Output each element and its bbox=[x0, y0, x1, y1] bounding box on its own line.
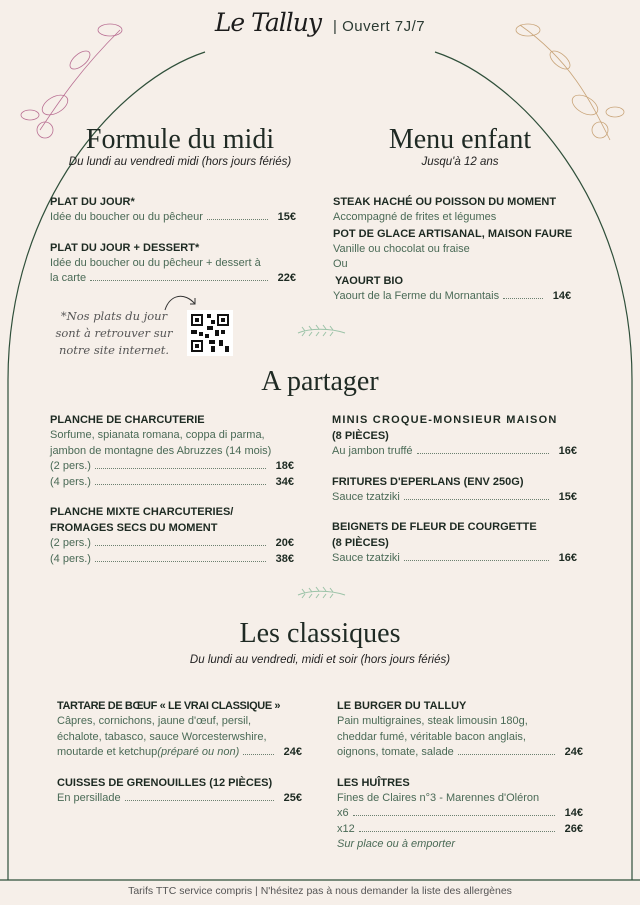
price-row: Sauce tzatziki 16€ bbox=[332, 552, 577, 564]
leaf-decoration bbox=[298, 325, 345, 336]
item-desc: Sorfume, spianata romana, coppa di parma, bbox=[50, 429, 265, 441]
item-desc: Accompagné de frites et légumes bbox=[333, 211, 497, 223]
formule-subtitle: Du lundi au vendredi midi (hors jours fériés) bbox=[68, 156, 292, 168]
item-title: BEIGNETS DE FLEUR DE COURGETTE bbox=[332, 521, 537, 533]
item-title: PLANCHE MIXTE CHARCUTERIES/ bbox=[50, 506, 234, 518]
qr-code[interactable] bbox=[187, 310, 233, 356]
price-row: (2 pers.) 20€ bbox=[50, 537, 294, 549]
restaurant-logo: Le Talluy bbox=[214, 8, 322, 37]
item-title: FRITURES D'EPERLANS (ENV 250G) bbox=[332, 475, 524, 488]
price-row: Au jambon truffé 16€ bbox=[332, 445, 577, 457]
item-title: LES HUÎTRES bbox=[337, 776, 410, 789]
item-title: TARTARE DE BŒUF « LE VRAI CLASSIQUE » bbox=[57, 700, 281, 712]
enfant-title: Menu enfant bbox=[388, 124, 532, 155]
enfant-items bbox=[333, 194, 579, 304]
price-row: (2 pers.) 18€ bbox=[50, 460, 294, 472]
item-title: YAOURT BIO bbox=[335, 274, 404, 287]
item-title: (8 PIÈCES) bbox=[332, 430, 389, 442]
flower-right-decoration bbox=[516, 24, 624, 140]
item-desc: Fines de Claires n°3 - Marennes d'Oléron bbox=[337, 791, 540, 804]
leaf-decoration bbox=[298, 587, 345, 598]
price-row: x12 26€ bbox=[337, 822, 583, 835]
price-row: Yaourt de la Ferme du Mornantais 14€ bbox=[333, 289, 572, 302]
price-row: moutarde et ketchup (préparé ou non) 24€ bbox=[57, 746, 302, 758]
item-title: PLAT DU JOUR* bbox=[50, 196, 135, 208]
classiques-title: Les classiques bbox=[239, 618, 401, 649]
item-desc: Câpres, cornichons, jaune d'œuf, persil, bbox=[57, 715, 252, 727]
price-row: En persillade 25€ bbox=[57, 791, 302, 804]
partager-left bbox=[50, 412, 294, 567]
item-desc: Pain multigraines, steak limousin 180g, bbox=[337, 715, 528, 727]
item-title: LE BURGER DU TALLUY bbox=[337, 700, 467, 712]
flower-left-decoration bbox=[21, 24, 122, 138]
price-row: (4 pers.) 38€ bbox=[50, 552, 294, 565]
enfant-subtitle: Jusqu'à 12 ans bbox=[421, 156, 499, 168]
opening-info bbox=[333, 18, 425, 35]
classiques-left bbox=[57, 698, 302, 806]
separator: | bbox=[333, 18, 338, 35]
item-title: POT DE GLACE ARTISANAL, MAISON FAURE bbox=[333, 227, 573, 240]
partager-title: A partager bbox=[261, 366, 379, 397]
item-desc: cheddar fumé, véritable bacon anglais, bbox=[337, 730, 526, 743]
item-desc: échalote, tabasco, sauce Worcesterwshire, bbox=[57, 730, 267, 743]
price-row: (4 pers.) 34€ bbox=[50, 475, 294, 488]
item-title: MINIS CROQUE-MONSIEUR MAISON bbox=[332, 414, 558, 426]
partager-right bbox=[332, 412, 577, 567]
item-desc: Ou bbox=[333, 258, 348, 270]
item-title: PLANCHE DE CHARCUTERIE bbox=[50, 414, 205, 426]
classiques-right bbox=[337, 698, 583, 853]
price-row: Idée du boucher ou du pêcheur 15€ bbox=[50, 211, 296, 223]
item-title: STEAK HACHÉ OU POISSON DU MOMENT bbox=[333, 196, 557, 208]
daily-dish-note: *Nos plats du jour sont à retrouver sur notre site internet. bbox=[55, 309, 173, 357]
formule-title: Formule du midi bbox=[85, 124, 275, 155]
item-note: Sur place ou à emporter bbox=[337, 838, 456, 850]
item-desc: Idée du boucher ou du pêcheur + dessert à bbox=[50, 256, 261, 269]
item-title: CUISSES DE GRENOUILLES (12 PIÈCES) bbox=[57, 776, 273, 789]
formule-items bbox=[50, 194, 296, 287]
classiques-subtitle: Du lundi au vendredi, midi et soir (hors jours fériés) bbox=[189, 654, 451, 666]
price-row: x6 14€ bbox=[337, 807, 583, 819]
header bbox=[0, 8, 640, 37]
item-desc: jambon de montagne des Abruzzes (14 mois) bbox=[50, 444, 272, 457]
price-row: Sauce tzatziki 15€ bbox=[332, 490, 577, 503]
item-title: PLAT DU JOUR + DESSERT* bbox=[50, 241, 200, 254]
price-row: oignons, tomate, salade 24€ bbox=[337, 746, 583, 758]
item-title: (8 PIÈCES) bbox=[332, 537, 389, 549]
price-row: la carte 22€ bbox=[50, 272, 296, 284]
footer-note: Tarifs TTC service compris | N'hésitez pas à nous demander la liste des allergènes bbox=[128, 885, 512, 897]
open-days: Ouvert 7J/7 bbox=[342, 18, 426, 35]
item-desc: Vanille ou chocolat ou fraise bbox=[333, 242, 470, 255]
item-title: FROMAGES SECS DU MOMENT bbox=[50, 522, 218, 534]
